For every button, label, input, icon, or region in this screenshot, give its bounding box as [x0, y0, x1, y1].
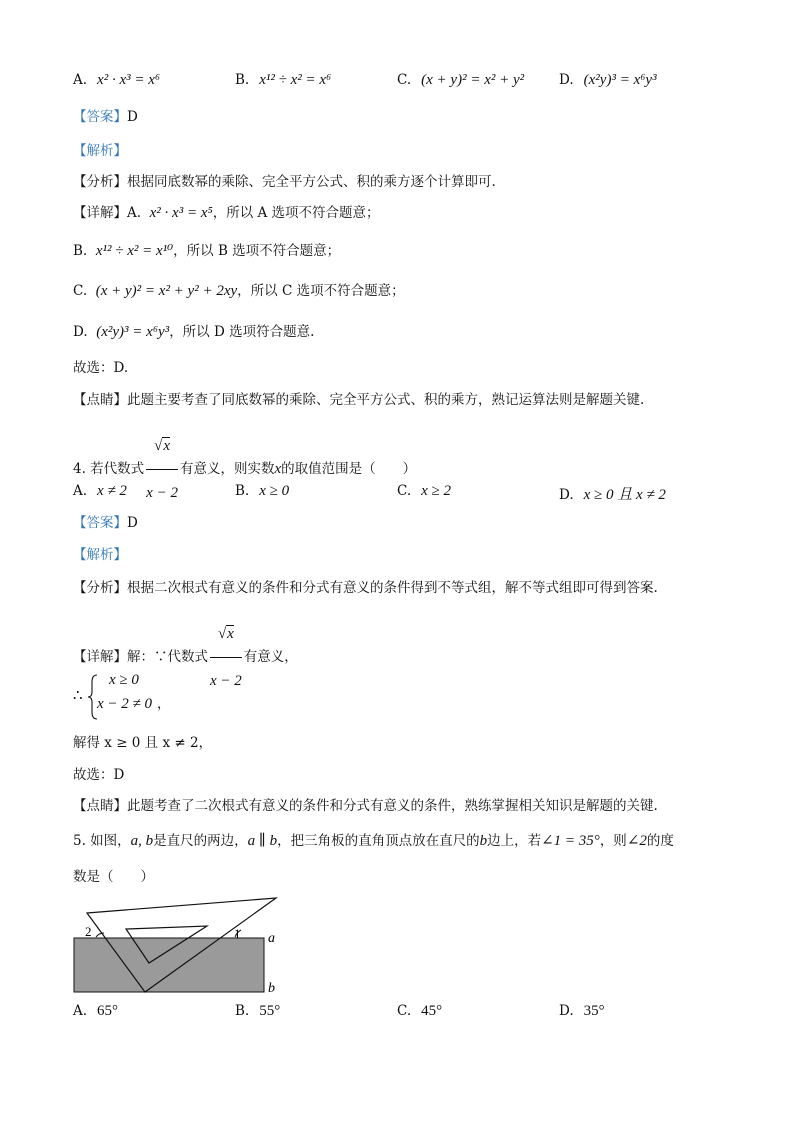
q4-options [73, 483, 733, 507]
q4-option-a: A. x ≠ 2 [73, 483, 127, 499]
q5-figure [70, 895, 290, 1000]
q4-xiangjie-fraction: $\frac{√x}{x - 2}$ [210, 612, 242, 703]
line-label-a: a [268, 931, 275, 946]
q5-stem-line2: 数是（ ） [73, 869, 154, 885]
q4-guxuan: 故选：D [73, 767, 125, 783]
q5-option-d: D. 35° [559, 1003, 605, 1019]
q4-option-b: B. x ≥ 0 [235, 483, 290, 499]
q4-dianjing: 【点睛】此题考查了二次根式有意义的条件和分式有意义的条件，熟练掌握相关知识是解题的关键. [73, 798, 658, 814]
q4-fraction: $\frac{√x}{x - 2}$ [146, 424, 178, 515]
q5-stem-line1: 5. 如图，a, b是直尺的两边，a ∥ b，把三角板的直角顶点放在直尺的b边上，若∠1 = 35°，则∠2的度 [73, 833, 674, 849]
q4-option-c: C. x ≥ 2 [397, 483, 452, 499]
q4-option-d: D. x ≥ 0 且 x ≠ 2 [559, 487, 666, 503]
q4-jiexi: 【解析】 [73, 547, 127, 563]
q3-step-d: D. (x²y)³ = x⁶y³，所以 D 选项符合题意. [73, 324, 315, 340]
q3-answer: 【答案】D [73, 109, 138, 125]
q4-answer: 【答案】D [73, 515, 138, 531]
ruler-shape [74, 938, 264, 992]
angle-label-1: 1 [234, 926, 241, 941]
q4-fenxi: 【分析】根据二次根式有意义的条件和分式有意义的条件得到不等式组，解不等式组即可得到答案. [73, 580, 658, 596]
q3-option-c: C. (x + y)² = x² + y² [397, 72, 525, 88]
q4-system: ∴ x ≥ 0 x − 2 ≠ 0 ， [73, 672, 273, 722]
q3-option-a: A. x² · x³ = x⁶ [73, 72, 161, 88]
q3-option-d: D. (x²y)³ = x⁶y³ [559, 72, 657, 88]
q4-stem: 4. 若代数式 $\frac{√x}{x - 2}$ 有意义，则实数x的取值范围是（ ） [73, 424, 416, 515]
angle-label-2: 2 [85, 924, 92, 939]
q3-options [73, 72, 733, 96]
q3-dianjing: 【点睛】此题主要考查了同底数幂的乘除、完全平方公式、积的乘方，熟记运算法则是解题关键. [73, 392, 645, 408]
q5-options [73, 1003, 733, 1027]
q3-guxuan: 故选：D. [73, 360, 129, 376]
q5-option-b: B. 55° [235, 1003, 281, 1019]
q3-option-b: B. x¹² ÷ x² = x⁶ [235, 72, 332, 88]
q4-xiangjie: 【详解】解：∵代数式 $\frac{√x}{x - 2}$ 有意义， [73, 612, 298, 703]
q4-solve: 解得 x ≥ 0 且 x ≠ 2， [73, 735, 213, 751]
q3-step-b: B. x¹² ÷ x² = x¹⁰，所以 B 选项不符合题意； [73, 243, 341, 259]
q3-fenxi: 【分析】根据同底数幂的乘除、完全平方公式、积的乘方逐个计算即可. [73, 174, 496, 190]
line-label-b: b [268, 981, 275, 996]
q3-jiexi: 【解析】 [73, 143, 127, 159]
q3-step-c: C. (x + y)² = x² + y² + 2xy，所以 C 选项不符合题意； [73, 283, 405, 299]
q5-option-a: A. 65° [73, 1003, 119, 1019]
q5-option-c: C. 45° [397, 1003, 443, 1019]
q3-step-a: 【详解】A. x² · x³ = x⁵，所以 A 选项不符合题意； [73, 205, 380, 221]
